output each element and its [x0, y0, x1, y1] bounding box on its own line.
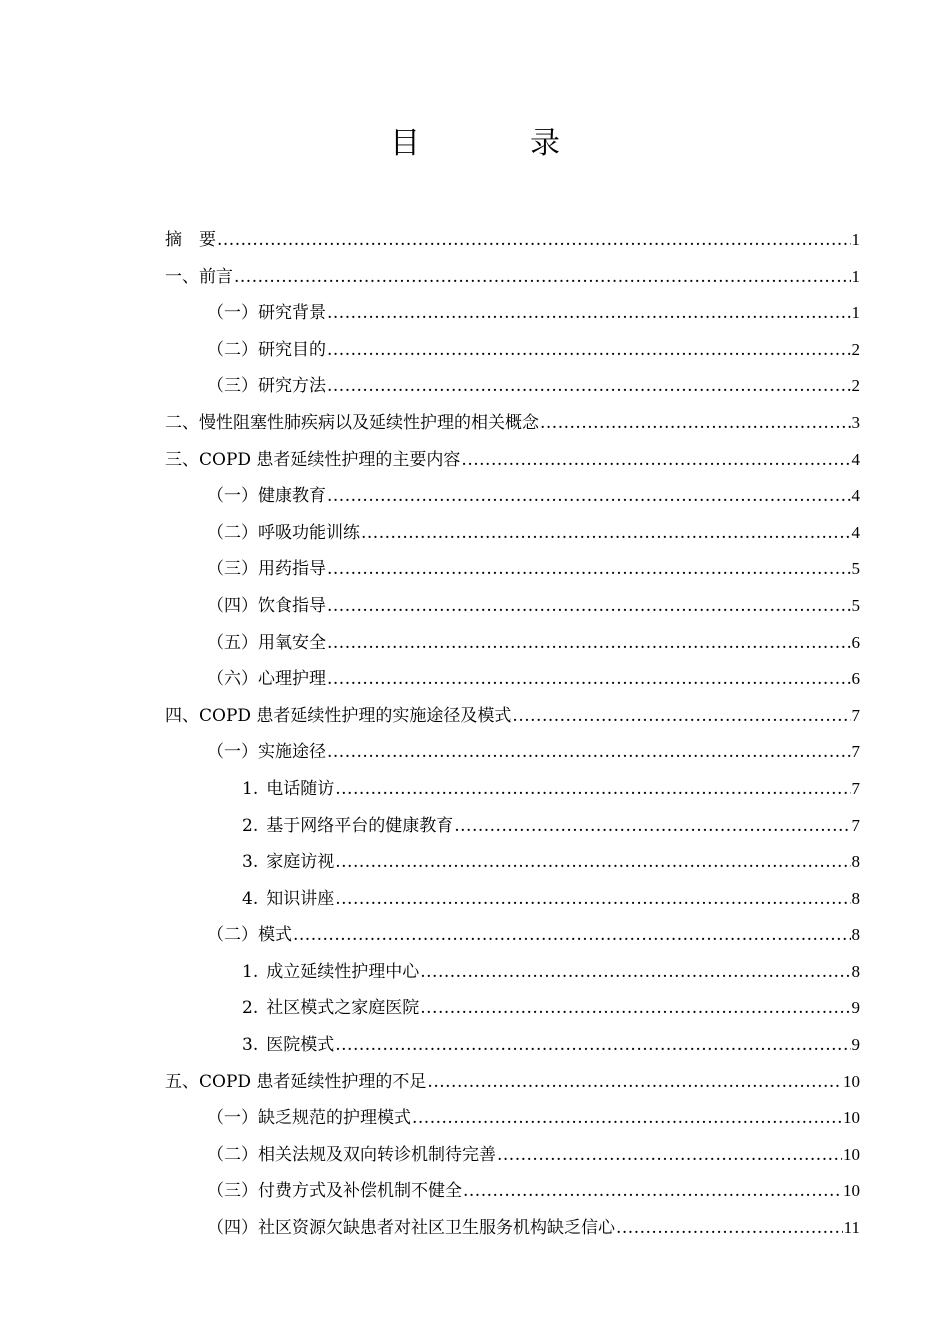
toc-entry-title: （一）研究背景: [207, 303, 326, 324]
toc-page-number: 3: [851, 412, 860, 432]
toc-entry[interactable]: [165, 771, 860, 808]
toc-entry-title: （二）相关法规及双向转诊机制待完善: [207, 1144, 496, 1165]
toc-page-number: 9: [851, 1035, 860, 1055]
toc-entry[interactable]: [165, 1137, 860, 1174]
toc-entry[interactable]: [165, 1027, 860, 1064]
toc-page-number: 7: [851, 778, 860, 798]
toc-dot-leader: [327, 588, 851, 625]
toc-entry-title: （一）缺乏规范的护理模式: [207, 1108, 411, 1129]
toc-entry[interactable]: [165, 551, 860, 588]
toc-dot-leader: [327, 625, 851, 662]
toc-entry[interactable]: [165, 990, 860, 1027]
toc-dot-leader: [327, 332, 851, 369]
toc-entry[interactable]: [165, 368, 860, 405]
toc-entry[interactable]: [165, 1210, 860, 1247]
toc-entry-title: 摘 要: [165, 230, 216, 250]
toc-entry[interactable]: [165, 844, 860, 881]
toc-page-number: 4: [851, 522, 860, 542]
toc-entry-title: （五）用氧安全: [207, 632, 326, 653]
toc-entry[interactable]: [165, 881, 860, 918]
toc-entry[interactable]: [165, 1100, 860, 1137]
toc-dot-leader: [327, 661, 851, 698]
toc-entry-title: 电话随访: [266, 778, 335, 799]
toc-page-number: 1: [851, 230, 860, 249]
toc-page-number: 8: [851, 961, 860, 981]
toc-entry-title: 医院模式: [266, 1035, 335, 1056]
toc-page-number: 9: [851, 998, 860, 1018]
toc-entry-title: 基于网络平台的健康教育: [266, 815, 454, 836]
table-of-contents: [165, 222, 860, 1247]
toc-page-number: 10: [843, 1181, 860, 1201]
toc-dot-leader: [335, 1027, 850, 1064]
toc-entry-number: 2.: [242, 998, 259, 1019]
toc-entry[interactable]: [165, 954, 860, 991]
toc-dot-leader: [327, 368, 851, 405]
toc-entry-title: （三）付费方式及补偿机制不健全: [207, 1181, 462, 1202]
toc-dot-leader: [335, 771, 850, 808]
toc-entry-title: （一）健康教育: [207, 486, 326, 507]
toc-entry-title: （二）呼吸功能训练: [207, 522, 360, 543]
toc-page-number: 5: [851, 559, 860, 579]
toc-entry-title: 二、慢性阻塞性肺疾病以及延续性护理的相关概念: [165, 412, 539, 433]
toc-dot-leader: [234, 259, 851, 296]
toc-entry[interactable]: [165, 625, 860, 662]
toc-entry-title: （二）模式: [207, 925, 292, 946]
toc-entry-title: 成立延续性护理中心: [266, 961, 420, 982]
toc-page-number: 5: [851, 595, 860, 615]
toc-entry[interactable]: [165, 295, 860, 332]
toc-page-number: 1: [851, 303, 860, 323]
toc-page-number: 10: [843, 1144, 860, 1164]
toc-page-number: 4: [851, 449, 860, 469]
toc-dot-leader: [454, 808, 850, 845]
toc-entry-number: 1.: [242, 778, 259, 799]
toc-entry[interactable]: [165, 588, 860, 625]
toc-page-number: 6: [851, 632, 860, 652]
toc-entry-title: （四）饮食指导: [207, 595, 326, 616]
toc-page-number: 2: [851, 339, 860, 359]
page-title: 目 录: [390, 126, 600, 161]
toc-entry-title: 三、COPD 患者延续性护理的主要内容: [165, 449, 461, 470]
toc-entry[interactable]: [165, 661, 860, 698]
toc-dot-leader: [420, 990, 850, 1027]
toc-page-number: 11: [843, 1218, 860, 1238]
toc-entry[interactable]: [165, 405, 860, 442]
toc-page-number: 4: [851, 486, 860, 506]
toc-entry-title: 一、前言: [165, 266, 233, 287]
toc-entry[interactable]: [165, 515, 860, 552]
toc-entry[interactable]: [165, 1173, 860, 1210]
toc-dot-leader: [327, 478, 851, 515]
toc-entry-title: （六）心理护理: [207, 669, 326, 690]
toc-page-number: 1: [851, 266, 860, 286]
toc-dot-leader: [427, 1064, 842, 1101]
toc-entry-title: 家庭访视: [266, 852, 335, 873]
toc-entry[interactable]: [165, 478, 860, 515]
toc-entry[interactable]: [165, 808, 860, 845]
toc-entry[interactable]: [165, 442, 860, 479]
toc-page-number: 10: [843, 1071, 860, 1091]
toc-dot-leader: [335, 881, 850, 918]
toc-entry[interactable]: [165, 332, 860, 369]
toc-entry-title: 四、COPD 患者延续性护理的实施途径及模式: [165, 705, 512, 726]
toc-page-number: 7: [851, 705, 860, 725]
toc-page-number: 7: [851, 742, 860, 762]
toc-entry[interactable]: [165, 222, 860, 259]
toc-dot-leader: [420, 954, 850, 991]
toc-dot-leader: [540, 405, 851, 442]
toc-dot-leader: [327, 295, 851, 332]
toc-dot-leader: [335, 844, 850, 881]
toc-entry[interactable]: [165, 698, 860, 735]
toc-entry[interactable]: [165, 734, 860, 771]
toc-page-number: 10: [843, 1108, 860, 1128]
toc-page-number: 2: [851, 376, 860, 396]
toc-entry-title: 知识讲座: [266, 888, 335, 909]
toc-page-number: 8: [851, 852, 860, 872]
toc-entry[interactable]: [165, 917, 860, 954]
toc-entry-number: 1.: [242, 961, 259, 982]
toc-dot-leader: [217, 222, 851, 259]
toc-dot-leader: [293, 917, 851, 954]
toc-dot-leader: [512, 698, 850, 735]
toc-entry-title: （一）实施途径: [207, 742, 326, 763]
toc-entry-title: （三）研究方法: [207, 376, 326, 397]
toc-dot-leader: [461, 442, 850, 479]
toc-dot-leader: [361, 515, 851, 552]
toc-entry-number: 3.: [242, 1035, 259, 1056]
toc-entry-title: 五、COPD 患者延续性护理的不足: [165, 1071, 427, 1092]
toc-dot-leader: [327, 734, 851, 771]
toc-entry-title: （二）研究目的: [207, 339, 326, 360]
toc-entry-number: 3.: [242, 852, 259, 873]
toc-page-number: 8: [851, 925, 860, 945]
toc-dot-leader: [616, 1210, 843, 1247]
toc-entry[interactable]: [165, 259, 860, 296]
toc-entry-title: （三）用药指导: [207, 559, 326, 580]
toc-dot-leader: [327, 551, 851, 588]
toc-dot-leader: [497, 1137, 842, 1174]
toc-dot-leader: [412, 1100, 842, 1137]
toc-entry-number: 2.: [242, 815, 259, 836]
toc-page-number: 6: [851, 669, 860, 689]
toc-entry-title: （四）社区资源欠缺患者对社区卫生服务机构缺乏信心: [207, 1218, 615, 1239]
toc-entry[interactable]: [165, 1064, 860, 1101]
toc-dot-leader: [463, 1173, 842, 1210]
toc-page-number: 8: [851, 888, 860, 908]
toc-entry-number: 4.: [242, 888, 259, 909]
toc-page-number: 7: [851, 815, 860, 835]
toc-entry-title: 社区模式之家庭医院: [266, 998, 420, 1019]
